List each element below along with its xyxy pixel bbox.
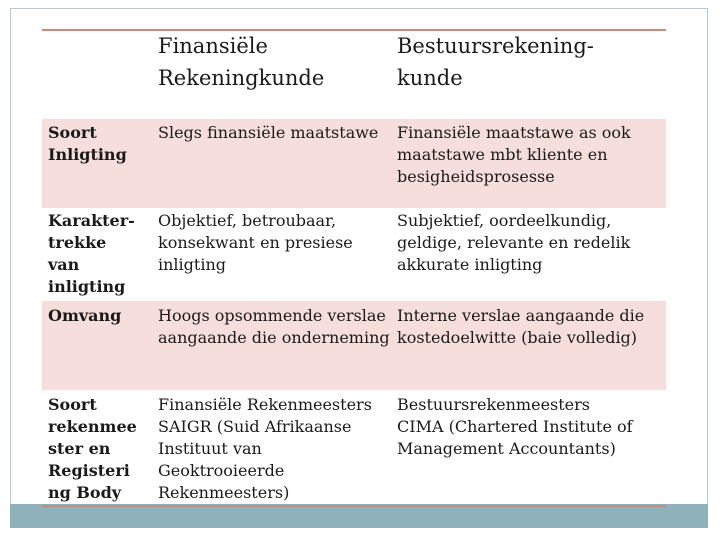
cell-financial-body: Finansiële Rekenmeesters SAIGR (Suid Afrikaanse Instituut van Geoktrooieerde Rekenmeesters)	[158, 395, 372, 502]
slide-footer-bar	[10, 504, 708, 528]
row-label-registering-body: Soort rekenmee ster en Registeri ng Body	[48, 395, 137, 502]
cell-financial-scope: Hoogs opsommende verslae aangaande die onderneming	[158, 306, 390, 347]
header-management-accounting: Bestuursrekening- kunde	[397, 34, 594, 90]
cell-management-characteristics: Subjektief, oordeelkundig, geldige, relevante en redelik akkurate inligting	[397, 211, 631, 274]
table-bottom-rule	[42, 505, 666, 507]
cell-financial-info-type: Slegs finansiële maatstawe	[158, 123, 379, 142]
row-label-karaktertrekke: Karakter- trekke van inligting	[48, 211, 135, 296]
cell-management-body: Bestuursrekenmeesters CIMA (Chartered Institute of Management Accountants)	[397, 395, 633, 458]
header-financial-accounting: Finansiële Rekeningkunde	[158, 34, 325, 90]
cell-financial-characteristics: Objektief, betroubaar, konsekwant en presiese inligting	[158, 211, 353, 274]
cell-management-info-type: Finansiële maatstawe as ook maatstawe mbt kliente en besigheidsprosesse	[397, 123, 631, 186]
row-label-omvang: Omvang	[48, 306, 122, 325]
cell-management-scope: Interne verslae aangaande die kostedoelwitte (baie volledig)	[397, 306, 645, 347]
row-label-soort-inligting: Soort Inligting	[48, 123, 127, 164]
